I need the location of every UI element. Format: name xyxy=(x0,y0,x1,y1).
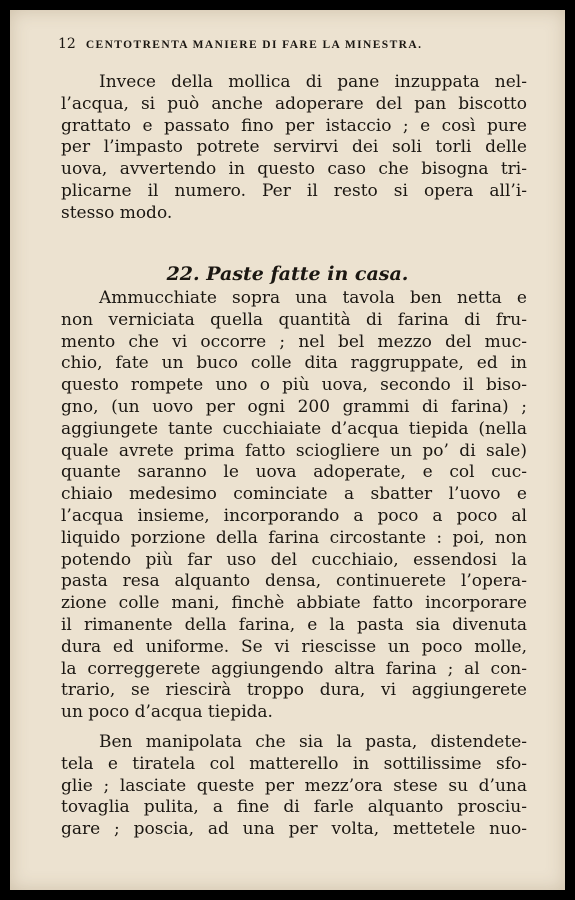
paragraph-recipe xyxy=(61,288,527,724)
text-line: stesso modo. xyxy=(61,202,173,223)
text-line: grattato e passato fino per istaccio ; e così pure xyxy=(61,115,527,136)
text-line: quante saranno le uova adoperate, e col cuc- xyxy=(61,462,527,483)
page-header xyxy=(58,36,498,52)
text-line: chiaio medesimo cominciate a sbatter l’uovo e xyxy=(61,484,527,505)
text-line: dura ed uniforme. Se vi riescisse un poco molle, xyxy=(61,636,527,657)
text-line: zione colle mani, finchè abbiate fatto incorporare xyxy=(61,593,527,614)
text-line: il rimanente della farina, e la pasta sia divenuta xyxy=(61,614,527,635)
text-line: potendo più far uso del cucchiaio, essendosi la xyxy=(61,549,527,570)
text-line: gno, (un uovo per ogni 200 grammi di farina) ; xyxy=(61,396,527,417)
text-line: plicarne il numero. Per il resto si opera all’i- xyxy=(61,180,527,201)
text-line: questo rompete uno o più uova, secondo il biso- xyxy=(61,375,527,396)
paragraph-rolling xyxy=(61,732,527,841)
text-line: mento che vi occorre ; nel bel mezzo del muc- xyxy=(61,331,527,352)
text-line: Invece della mollica di pane inzuppata nel- xyxy=(99,72,527,92)
section-heading: 22. Paste fatte in casa. xyxy=(166,263,409,285)
text-line: Ammucchiate sopra una tavola ben netta e xyxy=(99,288,527,308)
text-line: Ben manipolata che sia la pasta, distendete- xyxy=(99,732,527,752)
text-line: tovaglia pulita, a fine di farle alquanto prosciu- xyxy=(61,797,527,818)
text-line: uova, avvertendo in questo caso che bisogna tri- xyxy=(61,159,527,180)
text-line: non verniciata quella quantità di farina di fru- xyxy=(61,309,527,330)
text-line: aggiungete tante cucchiaiate d’acqua tiepida (nella xyxy=(61,418,527,439)
text-line: gare ; poscia, ad una per volta, mettetele nuo- xyxy=(61,819,527,840)
text-line: trario, se riescirà troppo dura, vi aggiungerete xyxy=(61,680,527,701)
page-number: 12 xyxy=(58,36,76,52)
book-page xyxy=(10,10,565,890)
paragraph-continuation xyxy=(61,72,527,225)
text-line: chio, fate un buco colle dita raggruppate, ed in xyxy=(61,353,527,374)
text-line: la correggerete aggiungendo altra farina ; al con- xyxy=(61,658,527,679)
text-line: per l’impasto potrete servirvi dei soli torli delle xyxy=(61,137,527,158)
text-line: quale avrete prima fatto sciogliere un po’ di sale) xyxy=(61,440,527,461)
text-line: l’acqua, si può anche adoperare del pan biscotto xyxy=(61,93,527,114)
text-line: tela e tiratela col matterello in sottilissime sfo- xyxy=(61,753,527,774)
text-line: un poco d’acqua tiepida. xyxy=(61,702,273,723)
text-line: pasta resa alquanto densa, continuerete l’opera- xyxy=(61,571,527,592)
text-line: l’acqua insieme, incorporando a poco a poco al xyxy=(61,505,527,526)
running-title: CENTOTRENTA MANIERE DI FARE LA MINESTRA. xyxy=(85,39,423,51)
text-line: glie ; lasciate queste per mezz’ora stese su d’una xyxy=(61,775,527,796)
text-line: liquido porzione della farina circostante : poi, non xyxy=(61,527,527,548)
